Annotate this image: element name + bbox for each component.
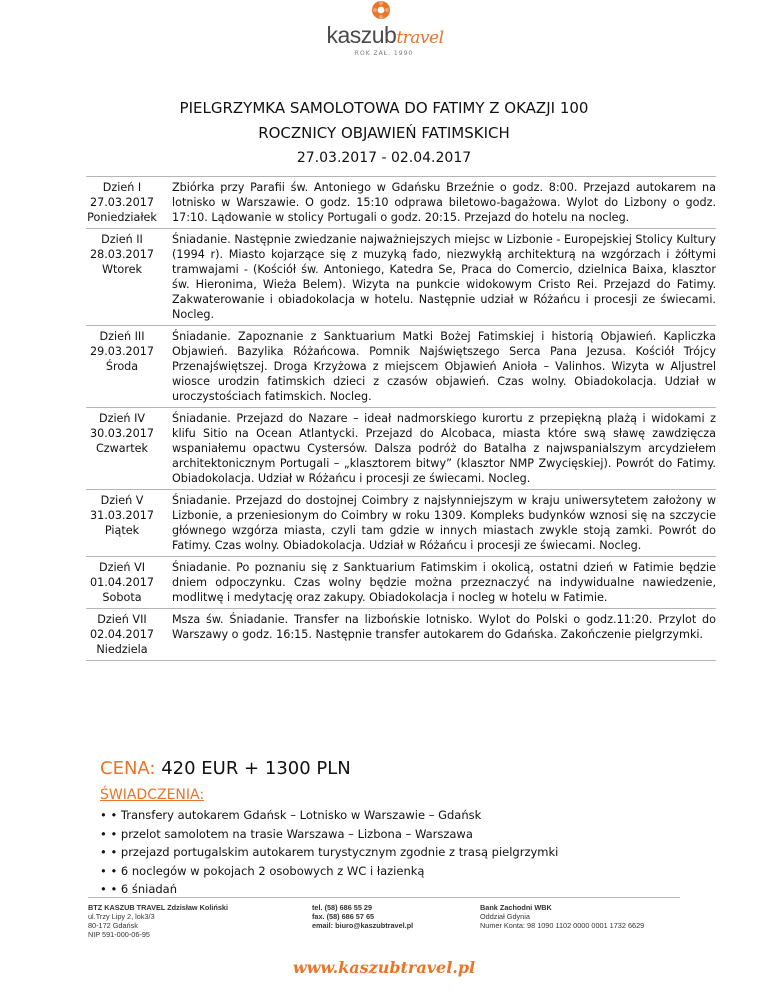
table-row [86, 326, 716, 408]
spacer-cell [158, 177, 172, 229]
table-row [86, 177, 716, 229]
list-item: • • przelot samolotem na trasie Warszawa – Lizbona – Warszawa [100, 825, 558, 844]
day-cell [86, 408, 158, 490]
price [100, 758, 351, 779]
table-row [86, 229, 716, 326]
spacer-cell [158, 326, 172, 408]
day-weekday: Poniedziałek [87, 211, 157, 224]
day-weekday: Niedziela [96, 643, 148, 656]
day-description: Zbiórka przy Parafii św. Antoniego w Gdańsku Brzeźnie o godz. 8:00. Przejazd autokarem na lotnisko w Warszawie. O godz. 15:10 odprawa biletowo-bagażowa. Wylot do Lizbony o godz. 17:10. Lądowanie w stolicy Portugali o godz. 20:15. Przejazd do hotelu na nocleg. [172, 177, 716, 229]
day-cell [86, 326, 158, 408]
spacer-cell [158, 408, 172, 490]
footer-bank: Bank Zachodni WBK Oddział Gdynia Numer Konta: 98 1090 1102 0000 0001 1732 6629 [480, 903, 645, 930]
day-day: Dzień III [99, 330, 145, 343]
day-cell [86, 557, 158, 609]
page-title: PIELGRZYMKA SAMOLOTOWA DO FATIMY Z OKAZJI 100 ROCZNICY OBJAWIEŃ FATIMSKICH [179, 99, 589, 142]
trip-dates: 27.03.2017 - 02.04.2017 [296, 150, 472, 166]
list-item: • • 6 noclegów w pokojach 2 osobowych z WC i łazienką [100, 862, 558, 881]
day-description: Śniadanie. Po poznaniu się z Sanktuarium Fatimskim i okolicą, ostatni dzień w Fatimie będzie dniem odpoczynku. Czas wolny będzie można przeznaczyć na indywidualne nawiedzenie, modlitwę i medytację oraz zakupy. Obiadokolacja i nocleg w hotelu w Fatimie. [172, 557, 716, 609]
table-row [86, 609, 716, 661]
day-weekday: Wtorek [101, 263, 142, 276]
day-weekday: Sobota [102, 591, 142, 604]
day-date: 02.04.2017 [89, 628, 155, 641]
email-link[interactable]: email: biuro@kaszubtravel.pl [312, 921, 414, 930]
day-day: Dzień I [102, 181, 142, 194]
table-row [86, 557, 716, 609]
day-day: Dzień VI [98, 561, 146, 574]
table-row [86, 408, 716, 490]
spacer-cell [158, 490, 172, 557]
list-item: • • przejazd portugalskim autokarem turystycznym zgodnie z trasą pielgrzymki [100, 843, 558, 862]
day-description: Śniadanie. Przejazd do Nazare – ideał nadmorskiego kurortu z przepiękną plażą i widokami z klifu Sitio na Ocean Atlantycki. Przejazd do Alcobaca, miasta które swą sławę zawdzięcza wspaniałemu opactwu Cystersów. Dalsza podróż do Batalha z najwspanialszym arcydziełem architektonicznym Portugali – „klasztorem bitwy” (klasztor NMP Zwycięskiej). Powrót do Fatimy. Obiadokolacja. Udział w Różańcu i procesji ze świecami. Nocleg. [172, 408, 716, 490]
spacer-cell [158, 557, 172, 609]
list-item: • • 6 śniadań [100, 880, 558, 899]
spacer-cell [158, 609, 172, 661]
price-label: CENA: [100, 758, 156, 779]
day-description: Msza św. Śniadanie. Transfer na lizbońskie lotnisko. Wylot do Polski o godz.11:20. Przylot do Warszawy o godz. 16:15. Następnie transfer autokarem do Gdańska. Zakończenie pielgrzymki. [172, 609, 716, 661]
day-cell [86, 177, 158, 229]
logo-wordmark: kaszubtravel [326, 22, 444, 48]
day-weekday: Piątek [104, 524, 140, 537]
footer-divider [88, 897, 680, 898]
day-cell [86, 490, 158, 557]
services-heading: ŚWIADCZENIA: [100, 787, 205, 803]
day-day: Dzień II [101, 233, 143, 246]
footer-contact: tel. (58) 686 55 29 fax. (58) 686 57 65 email: biuro@kaszubtravel.pl [312, 903, 414, 930]
day-cell [86, 229, 158, 326]
flower-logo-icon [368, 0, 394, 20]
website-link[interactable]: www.kaszubtravel.pl [292, 958, 476, 977]
price-value: 420 EUR + 1300 PLN [161, 758, 351, 779]
day-day: Dzień IV [98, 412, 146, 425]
day-date: 30.03.2017 [89, 427, 155, 440]
logo-since: ROK ZAŁ. 1990 [354, 50, 414, 57]
day-description: Śniadanie. Następnie zwiedzanie najważniejszych miejsc w Lizbonie - Europejskiej Stolicy Kultury (1994 r). Miasto kojarzące się z muzyką fado, niezwykłą architekturą na wzgórzach i żółtymi tramwajami - (Kościół św. Antoniego, Katedra Se, Praca do Comercio, dzielnica Baixa, klasztor św. Hieronima, Wieża Belem). Wizyta na punkcie widokowym Cristo Rei. Przejazd do Fatimy. Zakwaterowanie i obiadokolacja w hotelu. Następnie udział w Różańcu i procesji ze świecami. Nocleg. [172, 229, 716, 326]
day-day: Dzień VII [97, 613, 147, 626]
day-date: 01.04.2017 [89, 576, 155, 589]
day-date: 29.03.2017 [89, 345, 155, 358]
day-weekday: Czwartek [95, 442, 149, 455]
day-date: 28.03.2017 [89, 248, 155, 261]
day-description: Śniadanie. Przejazd do dostojnej Coimbry z najsłynniejszym w kraju uniwersytetem założony w Lizbonie, a przeniesionym do Coimbry w roku 1309. Kompleks budynków wznosi się na szczycie głównego wzgórza miasta, czyli tam gdzie w innych miastach zwykle stoją zamki. Powrót do Fatimy. Czas wolny. Obiadokolacja. Udział w Różańcu i procesji ze świecami. Nocleg. [172, 490, 716, 557]
services-list [100, 806, 558, 899]
day-weekday: Środa [105, 360, 139, 373]
table-row [86, 490, 716, 557]
footer-company: BTZ KASZUB TRAVEL Zdzisław Koliński ul.Trzy Lipy 2, lok3/3 80-172 Gdańsk NIP 591-000-06-95 [88, 903, 229, 939]
day-cell [86, 609, 158, 661]
day-description: Śniadanie. Zapoznanie z Sanktuarium Matki Bożej Fatimskiej i historią Objawień. Kapliczka Objawień. Bazylika Różańcowa. Pomnik Najświętszego Serca Pana Jezusa. Kościół Trójcy Przenajświętszej. Droga Krzyżowa z miejscem Objawień Anioła – Valinhos. Wizyta w Aljustrel wiosce urodzin fatimskich dzieci z czasów objawień. Czas wolny. Obiadokolacja. Udział w uroczystościach fatimskich. Nocleg. [172, 326, 716, 408]
day-date: 27.03.2017 [89, 196, 155, 209]
list-item: • • Transfery autokarem Gdańsk – Lotnisko w Warszawie – Gdańsk [100, 806, 558, 825]
day-day: Dzień V [100, 494, 144, 507]
company-logo [0, 0, 768, 66]
spacer-cell [158, 229, 172, 326]
day-date: 31.03.2017 [89, 509, 155, 522]
itinerary-table [86, 176, 716, 661]
